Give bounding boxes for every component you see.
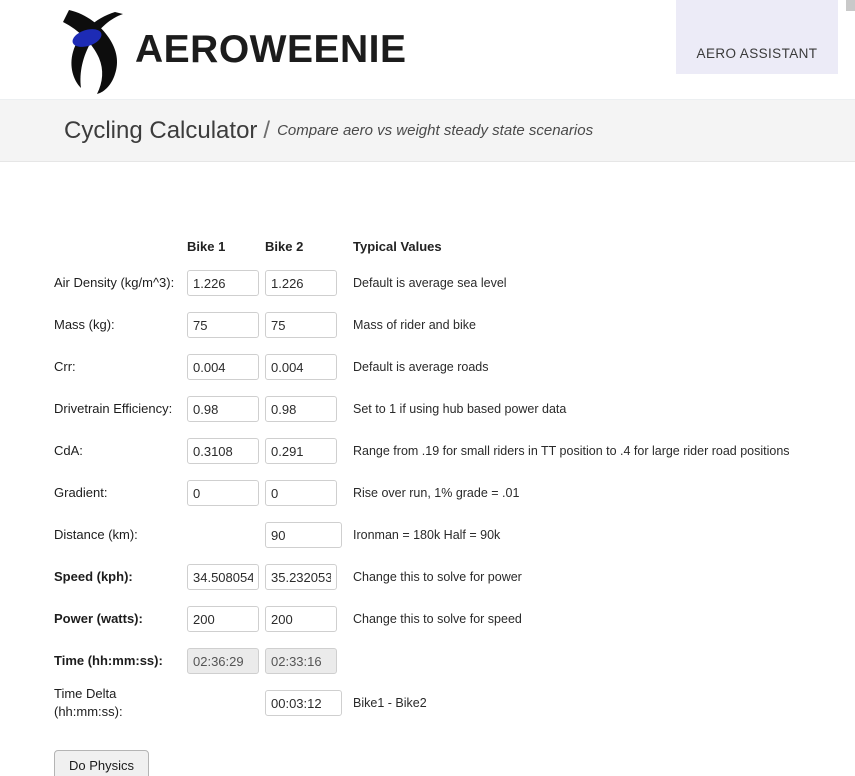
row-label xyxy=(54,472,187,514)
row-note xyxy=(343,472,790,514)
input-bike2-9[interactable] xyxy=(265,648,337,674)
row-label-text: Time Delta (hh:mm:ss): xyxy=(54,686,123,719)
row-label-text: Gradient: xyxy=(54,485,108,500)
row-label-text: CdA: xyxy=(54,443,83,458)
input-bike2-0[interactable] xyxy=(265,270,337,296)
row-label-text: Drivetrain Efficiency: xyxy=(54,401,173,416)
row-note xyxy=(343,346,790,388)
row-label-text: Time (hh:mm:ss): xyxy=(54,653,163,668)
table-row xyxy=(54,304,790,346)
row-note xyxy=(343,388,790,430)
row-note xyxy=(343,514,790,556)
calculator-table xyxy=(54,236,790,724)
row-input-cell-bike1 xyxy=(187,598,265,640)
row-label-text: Power (watts): xyxy=(54,611,143,626)
row-label xyxy=(54,682,187,724)
do-physics-button[interactable]: Do Physics xyxy=(54,750,149,776)
row-input-cell-bike2 xyxy=(265,598,343,640)
table-row xyxy=(54,514,790,556)
row-input-cell-bike1 xyxy=(187,472,265,514)
row-input-cell-bike1 xyxy=(187,304,265,346)
input-bike2-1[interactable] xyxy=(265,312,337,338)
row-note-text: Default is average sea level xyxy=(353,276,507,290)
table-row xyxy=(54,556,790,598)
scrollbar-thumb[interactable] xyxy=(846,0,855,11)
table-row xyxy=(54,598,790,640)
row-note-text: Change this to solve for power xyxy=(353,570,522,584)
calculator-form xyxy=(0,162,855,776)
input-bike2-8[interactable] xyxy=(265,606,337,632)
logo-text xyxy=(135,28,407,72)
table-header-row xyxy=(54,236,790,262)
input-bike1-8[interactable] xyxy=(187,606,259,632)
row-label xyxy=(54,556,187,598)
column-header-bike1: Bike 1 xyxy=(187,238,226,254)
row-note-text: Bike1 - Bike2 xyxy=(353,696,427,710)
row-note xyxy=(343,556,790,598)
row-note-text: Change this to solve for speed xyxy=(353,612,522,626)
row-label xyxy=(54,514,187,556)
input-6-single[interactable] xyxy=(265,522,342,548)
row-input-cell-bike1 xyxy=(187,388,265,430)
row-note-text: Ironman = 180k Half = 90k xyxy=(353,528,501,542)
row-label xyxy=(54,304,187,346)
row-note-text: Set to 1 if using hub based power data xyxy=(353,402,567,416)
logo-text-left: AEROWEENIE xyxy=(135,28,407,71)
table-row xyxy=(54,262,790,304)
row-label-text: Mass (kg): xyxy=(54,317,115,332)
logo[interactable] xyxy=(57,2,407,98)
row-input-cell-bike2 xyxy=(265,640,343,682)
row-label-text: Air Density (kg/m^3): xyxy=(54,275,175,290)
row-note xyxy=(343,304,790,346)
row-input-cell-bike1 xyxy=(187,640,265,682)
row-input-cell-bike2 xyxy=(265,430,343,472)
column-header-label xyxy=(54,236,187,262)
row-note-text: Mass of rider and bike xyxy=(353,318,476,332)
input-bike2-5[interactable] xyxy=(265,480,337,506)
row-label-text: Distance (km): xyxy=(54,527,138,542)
page-subtitle: Compare aero vs weight steady state scenarios xyxy=(277,122,594,139)
input-bike1-1[interactable] xyxy=(187,312,259,338)
actions-row xyxy=(54,724,855,776)
page-title: Cycling Calculator xyxy=(64,116,258,144)
aero-assistant-label: AERO ASSISTANT xyxy=(696,46,818,61)
input-bike1-4[interactable] xyxy=(187,438,259,464)
row-note xyxy=(343,430,790,472)
column-header-bike2: Bike 2 xyxy=(265,238,304,254)
row-label xyxy=(54,262,187,304)
table-head xyxy=(54,236,790,262)
row-input-cell-bike2 xyxy=(265,346,343,388)
input-bike2-2[interactable] xyxy=(265,354,337,380)
table-row xyxy=(54,430,790,472)
input-bike2-4[interactable] xyxy=(265,438,337,464)
row-note-text: Rise over run, 1% grade = .01 xyxy=(353,486,520,500)
row-label xyxy=(54,598,187,640)
row-label xyxy=(54,346,187,388)
row-note xyxy=(343,598,790,640)
row-label-text: Speed (kph): xyxy=(54,569,133,584)
table-row xyxy=(54,472,790,514)
row-input-cell-bike2 xyxy=(265,304,343,346)
aeroweenie-bird-logo-icon xyxy=(57,4,131,96)
row-input-cell-bike1 xyxy=(187,346,265,388)
table-row xyxy=(54,346,790,388)
site-header xyxy=(0,0,855,100)
page-title-band xyxy=(0,100,855,162)
column-header-typical-values: Typical Values xyxy=(353,238,442,254)
input-bike1-9[interactable] xyxy=(187,648,259,674)
row-note-text: Default is average roads xyxy=(353,360,489,374)
row-input-cell-bike2 xyxy=(265,472,343,514)
row-note xyxy=(343,262,790,304)
row-note-text: Range from .19 for small riders in TT position to .4 for large rider road positions xyxy=(353,444,790,458)
table-body xyxy=(54,262,790,724)
row-label-text: Crr: xyxy=(54,359,76,374)
row-input-cell-bike1 xyxy=(187,556,265,598)
input-bike2-7[interactable] xyxy=(265,564,337,590)
table-row xyxy=(54,682,790,724)
row-single-input-cell xyxy=(187,514,343,556)
input-bike1-7[interactable] xyxy=(187,564,259,590)
input-bike1-0[interactable] xyxy=(187,270,259,296)
row-label xyxy=(54,640,187,682)
row-input-cell-bike1 xyxy=(187,430,265,472)
row-note xyxy=(343,640,790,682)
input-bike1-3[interactable] xyxy=(187,396,259,422)
row-label xyxy=(54,388,187,430)
row-single-input-cell xyxy=(187,682,343,724)
table-row xyxy=(54,388,790,430)
table-row xyxy=(54,640,790,682)
row-input-cell-bike2 xyxy=(265,262,343,304)
title-separator: / xyxy=(263,116,271,144)
input-bike1-5[interactable] xyxy=(187,480,259,506)
row-input-cell-bike2 xyxy=(265,388,343,430)
row-input-cell-bike2 xyxy=(265,556,343,598)
aero-assistant-panel[interactable] xyxy=(676,0,838,74)
input-bike1-2[interactable] xyxy=(187,354,259,380)
input-10-single[interactable] xyxy=(265,690,342,716)
row-input-cell-bike1 xyxy=(187,262,265,304)
row-note xyxy=(343,682,790,724)
input-bike2-3[interactable] xyxy=(265,396,337,422)
row-label xyxy=(54,430,187,472)
